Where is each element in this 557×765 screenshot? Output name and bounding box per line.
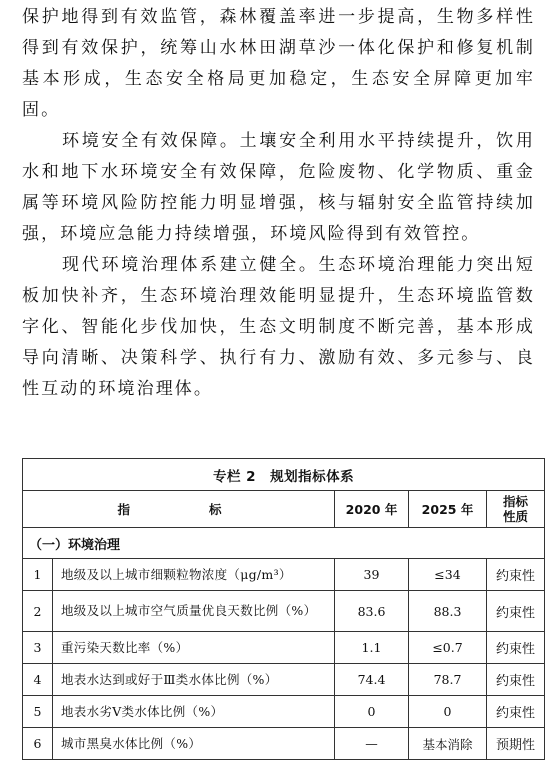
row-value-2020: 74.4 bbox=[335, 664, 409, 696]
row-value-2020: 0 bbox=[335, 696, 409, 728]
paragraph-2 bbox=[0, 126, 557, 250]
row-nature: 约束性 bbox=[487, 559, 545, 591]
paragraph-line: 强，环境应急能力持续增强，环境风险得到有效管控。 bbox=[22, 224, 481, 244]
header-2025: 2025 年 bbox=[409, 491, 487, 528]
paragraph-line: 基本形成，生态安全格局更加稳定，生态安全屏障更加 bbox=[22, 69, 516, 89]
paragraph-line: 字化、智能化步伐加快，生态文明制度不断完善，基本形成 bbox=[22, 317, 535, 337]
paragraph-line: 现代环境治理体系建立健全。生态环境治理能力突出短 bbox=[62, 255, 535, 275]
table-caption: 专栏 2 规划指标体系 bbox=[23, 459, 545, 491]
body-text bbox=[0, 2, 557, 405]
row-value-2020: 39 bbox=[335, 559, 409, 591]
row-number: 3 bbox=[23, 632, 53, 664]
table-row bbox=[23, 559, 545, 591]
table-row bbox=[23, 591, 545, 632]
header-indicator: 指 标 bbox=[23, 491, 335, 528]
section-row bbox=[23, 528, 545, 559]
table-caption-row bbox=[23, 459, 545, 491]
row-value-2025: 78.7 bbox=[409, 664, 487, 696]
row-value-2025: ≤34 bbox=[409, 559, 487, 591]
section-title: （一）环境治理 bbox=[23, 528, 545, 559]
row-number: 6 bbox=[23, 728, 53, 760]
indicator-table bbox=[22, 458, 545, 760]
paragraph-line: 环境安全有效保障。土壤安全利用水平持续提升，饮用 bbox=[62, 131, 535, 151]
paragraph-3 bbox=[0, 250, 557, 405]
row-value-2025: 0 bbox=[409, 696, 487, 728]
row-value-2025: 基本消除 bbox=[409, 728, 487, 760]
paragraph-line: 板加快补齐，生态环境治理效能明显提升，生态环境监管数 bbox=[22, 286, 535, 306]
paragraph-line: 导向清晰、决策科学、执行有力、激励有效、多元参与、良 bbox=[22, 348, 535, 368]
row-indicator: 地级及以上城市细颗粒物浓度（μg/m³） bbox=[53, 559, 335, 591]
paragraph-1 bbox=[0, 2, 557, 126]
header-2020: 2020 年 bbox=[335, 491, 409, 528]
table-header-row bbox=[23, 491, 545, 528]
paragraph-line: 性互动的环境治理体。 bbox=[22, 379, 213, 399]
row-value-2025: 88.3 bbox=[409, 591, 487, 632]
row-nature: 约束性 bbox=[487, 591, 545, 632]
row-indicator: 重污染天数比率（%） bbox=[53, 632, 335, 664]
indicator-table-box bbox=[22, 458, 544, 760]
header-nature: 指标 性质 bbox=[487, 491, 545, 528]
row-indicator: 地表水劣Ⅴ类水体比例（%） bbox=[53, 696, 335, 728]
paragraph-line: 得到有效保护，统筹山水林田湖草沙一体化保护和修复机制 bbox=[22, 38, 535, 58]
row-indicator: 地表水达到或好于Ⅲ类水体比例（%） bbox=[53, 664, 335, 696]
row-nature: 约束性 bbox=[487, 632, 545, 664]
paragraph-line: 牢固。 bbox=[22, 69, 535, 120]
row-number: 2 bbox=[23, 591, 53, 632]
row-nature: 预期性 bbox=[487, 728, 545, 760]
row-number: 5 bbox=[23, 696, 53, 728]
paragraph-line: 保护地得到有效监管，森林覆盖率进一步提高，生物多样性 bbox=[22, 7, 535, 27]
paragraph-line: 水和地下水环境安全有效保障，危险废物、化学物质、重金 bbox=[22, 162, 535, 182]
table-row bbox=[23, 728, 545, 760]
row-value-2020: 1.1 bbox=[335, 632, 409, 664]
row-indicator: 地级及以上城市空气质量优良天数比例（%） bbox=[53, 591, 335, 632]
row-value-2025: ≤0.7 bbox=[409, 632, 487, 664]
row-nature: 约束性 bbox=[487, 696, 545, 728]
row-value-2020: — bbox=[335, 728, 409, 760]
paragraph-line: 属等环境风险防控能力明显增强，核与辐射安全监管持续加 bbox=[22, 193, 535, 213]
table-row bbox=[23, 664, 545, 696]
row-number: 4 bbox=[23, 664, 53, 696]
row-nature: 约束性 bbox=[487, 664, 545, 696]
row-number: 1 bbox=[23, 559, 53, 591]
table-row bbox=[23, 696, 545, 728]
row-indicator: 城市黑臭水体比例（%） bbox=[53, 728, 335, 760]
row-value-2020: 83.6 bbox=[335, 591, 409, 632]
table-row bbox=[23, 632, 545, 664]
